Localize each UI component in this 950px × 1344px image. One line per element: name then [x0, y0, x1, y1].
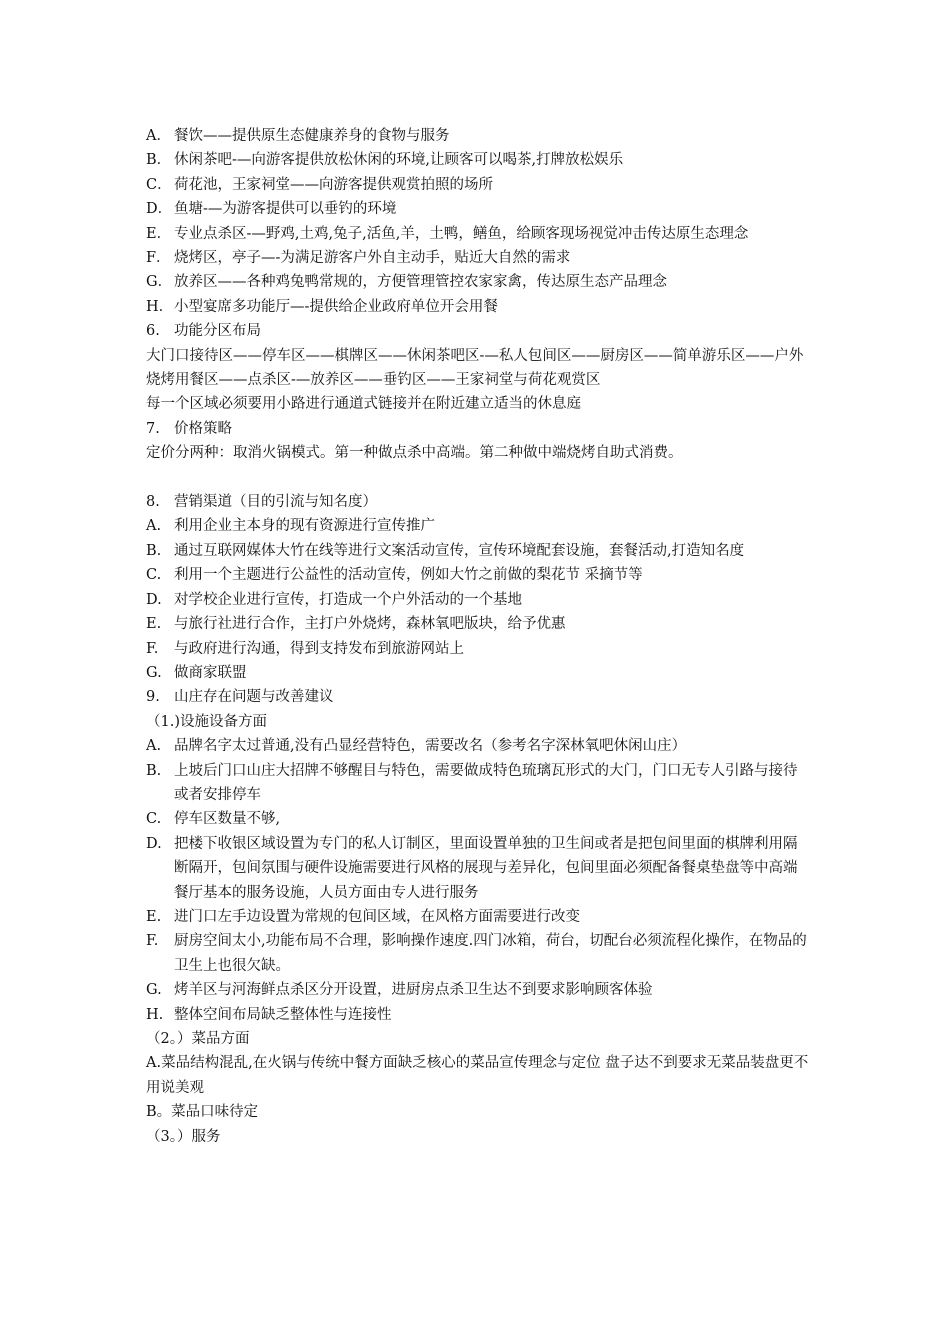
layout-flow-paragraph: 大门口接待区——停车区——棋牌区——休闲茶吧区-—私人包间区——厨房区——简单游乐区——户外烧烤用餐区——点杀区-—放养区——垂钓区——王家祠堂与荷花观赏区	[146, 347, 804, 389]
list-item-text: 烤羊区与河海鲜点杀区分开设置，进厨房点杀卫生达不到要求影响顾客体验	[174, 982, 653, 999]
list-item-text: 把楼下收银区域设置为专门的私人订制区，里面设置单独的卫生间或者是把包间里面的棋牌利用隔断隔开，包间氛围与硬件设施需要进行风格的展现与差异化，包间里面必须配备餐桌垫盘等中高端餐厅基本的服务设施，人员方面由专人进行服务	[174, 835, 798, 901]
marketing-items-list	[146, 514, 810, 685]
list-item-text: 小型宴席多功能厅—-提供给企业政府单位开会用餐	[174, 298, 498, 315]
list-item-label: H.	[146, 1006, 164, 1023]
list-item	[146, 563, 810, 587]
list-item-label: D.	[146, 835, 162, 852]
list-item-text: 对学校企业进行宣传，打造成一个户外活动的一个基地	[174, 591, 522, 608]
dishes-paragraph-b: B。菜品口味待定	[146, 1104, 259, 1121]
list-item-label: E.	[146, 616, 162, 633]
subsection-facilities: （1.)设施设备方面	[146, 713, 267, 730]
section-7-heading	[146, 417, 810, 441]
section-title: 山庄存在问题与改善建议	[174, 689, 334, 706]
list-item-text: 厨房空间太小,功能布局不合理，影响操作速度.四门冰箱，荷台，切配台必须流程化操作，在物品的卫生上也很欠缺。	[174, 933, 807, 974]
list-item	[146, 539, 810, 563]
list-item	[146, 759, 810, 808]
list-item-label: B．	[146, 152, 172, 169]
list-item	[146, 514, 810, 538]
list-item-text: 进门口左手边设置为常规的包间区域，在风格方面需要进行改变	[174, 908, 580, 925]
blank-line	[146, 466, 810, 490]
list-item-text: 上坡后门口山庄大招牌不够醒目与特色，需要做成特色琉璃瓦形式的大门，门口无专人引路与接待或者安排停车	[174, 762, 798, 803]
section-number: 6.	[146, 323, 160, 340]
section-number: 9.	[146, 689, 160, 706]
list-item-label: D.	[146, 591, 162, 608]
list-item	[146, 124, 810, 148]
list-item-label: E．	[146, 225, 172, 242]
subsection-dishes: （2。）菜品方面	[146, 1031, 250, 1048]
facility-issues-list	[146, 734, 810, 1027]
list-item-text: 与旅行社进行合作，主打户外烧烤，森林氧吧版块，给予优惠	[174, 616, 566, 633]
list-item-label: G.	[146, 982, 162, 999]
section-title: 功能分区布局	[174, 323, 261, 340]
service-items-list	[146, 124, 810, 319]
list-item-label: A.	[146, 738, 162, 755]
list-item-label: E.	[146, 908, 162, 925]
list-item-text: 品牌名字太过普通,没有凸显经营特色，需要改名（参考名字深林氧吧休闲山庄）	[174, 738, 687, 755]
list-item	[146, 1003, 810, 1027]
list-item-text: 整体空间布局缺乏整体性与连接性	[174, 1006, 392, 1023]
list-item	[146, 588, 810, 612]
list-item-label: G．	[146, 274, 173, 291]
list-item-text: 荷花池，王家祠堂——向游客提供观赏拍照的场所	[174, 176, 493, 193]
list-item	[146, 905, 810, 929]
list-item	[146, 270, 810, 294]
list-item-label: F.	[146, 933, 159, 950]
document-body	[146, 124, 810, 1149]
list-item	[146, 832, 810, 905]
section-6-heading	[146, 319, 810, 343]
list-item-text: 利用企业主本身的现有资源进行宣传推广	[174, 518, 435, 535]
dishes-paragraph-a: A.菜品结构混乱,在火锅与传统中餐方面缺乏核心的菜品宣传理念与定位 盘子达不到要求无菜品装盘更不用说美观	[146, 1055, 809, 1096]
list-item-text: 与政府进行沟通，得到支持发布到旅游网站上	[174, 640, 464, 657]
list-item-text: 通过互联网媒体大竹在线等进行文案活动宣传，宣传环境配套设施，套餐活动,打造知名度	[174, 542, 745, 559]
list-item-text: 烧烤区，亭子—-为满足游客户外自主动手，贴近大自然的需求	[174, 250, 571, 267]
list-item-label: A．	[146, 128, 171, 144]
list-item	[146, 637, 810, 661]
list-item-label: C．	[146, 176, 172, 193]
list-item-text: 停车区数量不够,	[174, 811, 281, 828]
section-title: 营销渠道（目的引流与知名度）	[174, 494, 377, 511]
list-item-text: 放养区——各种鸡兔鸭常规的，方便管理管控农家家禽，传达原生态产品理念	[174, 274, 667, 291]
list-item-label: F.	[146, 640, 159, 657]
list-item	[146, 612, 810, 636]
list-item	[146, 661, 810, 685]
list-item	[146, 978, 810, 1002]
list-item-label: B.	[146, 762, 162, 779]
list-item	[146, 929, 810, 978]
list-item-label: C.	[146, 567, 162, 584]
list-item	[146, 295, 810, 319]
list-item-text: 利用一个主题进行公益性的活动宣传，例如大竹之前做的梨花节 采摘节等	[174, 567, 643, 584]
list-item	[146, 197, 810, 221]
section-title: 价格策略	[174, 420, 232, 437]
list-item-label: D．	[146, 201, 173, 218]
list-item-label: B.	[146, 542, 162, 559]
pricing-paragraph: 定价分两种：取消火锅模式。第一种做点杀中高端。第二种做中端烧烤自助式消费。	[146, 445, 683, 462]
list-item	[146, 807, 810, 831]
list-item-label: C.	[146, 811, 162, 828]
layout-note-paragraph: 每一个区域必须要用小路进行通道式链接并在附近建立适当的休息庭	[146, 396, 581, 413]
list-item	[146, 222, 810, 246]
section-number: 8.	[146, 494, 160, 511]
list-item-label: A.	[146, 518, 162, 535]
list-item-text: 做商家联盟	[174, 664, 247, 681]
list-item	[146, 246, 810, 270]
list-item-text: 休闲茶吧-—向游客提供放松休闲的环境,让顾客可以喝茶,打牌放松娱乐	[174, 152, 624, 169]
list-item-text: 专业点杀区-—野鸡,土鸡,兔子,活鱼,羊，土鸭，鳝鱼，给顾客现场视觉冲击传达原生态理念	[174, 225, 749, 242]
list-item	[146, 148, 810, 172]
subsection-service: （3。）服务	[146, 1128, 221, 1145]
list-item-label: G.	[146, 664, 162, 681]
list-item-text: 鱼塘-—为游客提供可以垂钓的环境	[174, 201, 397, 218]
section-number: 7.	[146, 420, 160, 437]
list-item-label: F．	[146, 250, 171, 267]
list-item-label: H．	[146, 298, 174, 315]
list-item	[146, 734, 810, 758]
list-item-text: 餐饮——提供原生态健康养身的食物与服务	[174, 128, 450, 144]
section-9-heading	[146, 685, 810, 709]
list-item	[146, 173, 810, 197]
section-8-heading	[146, 490, 810, 514]
